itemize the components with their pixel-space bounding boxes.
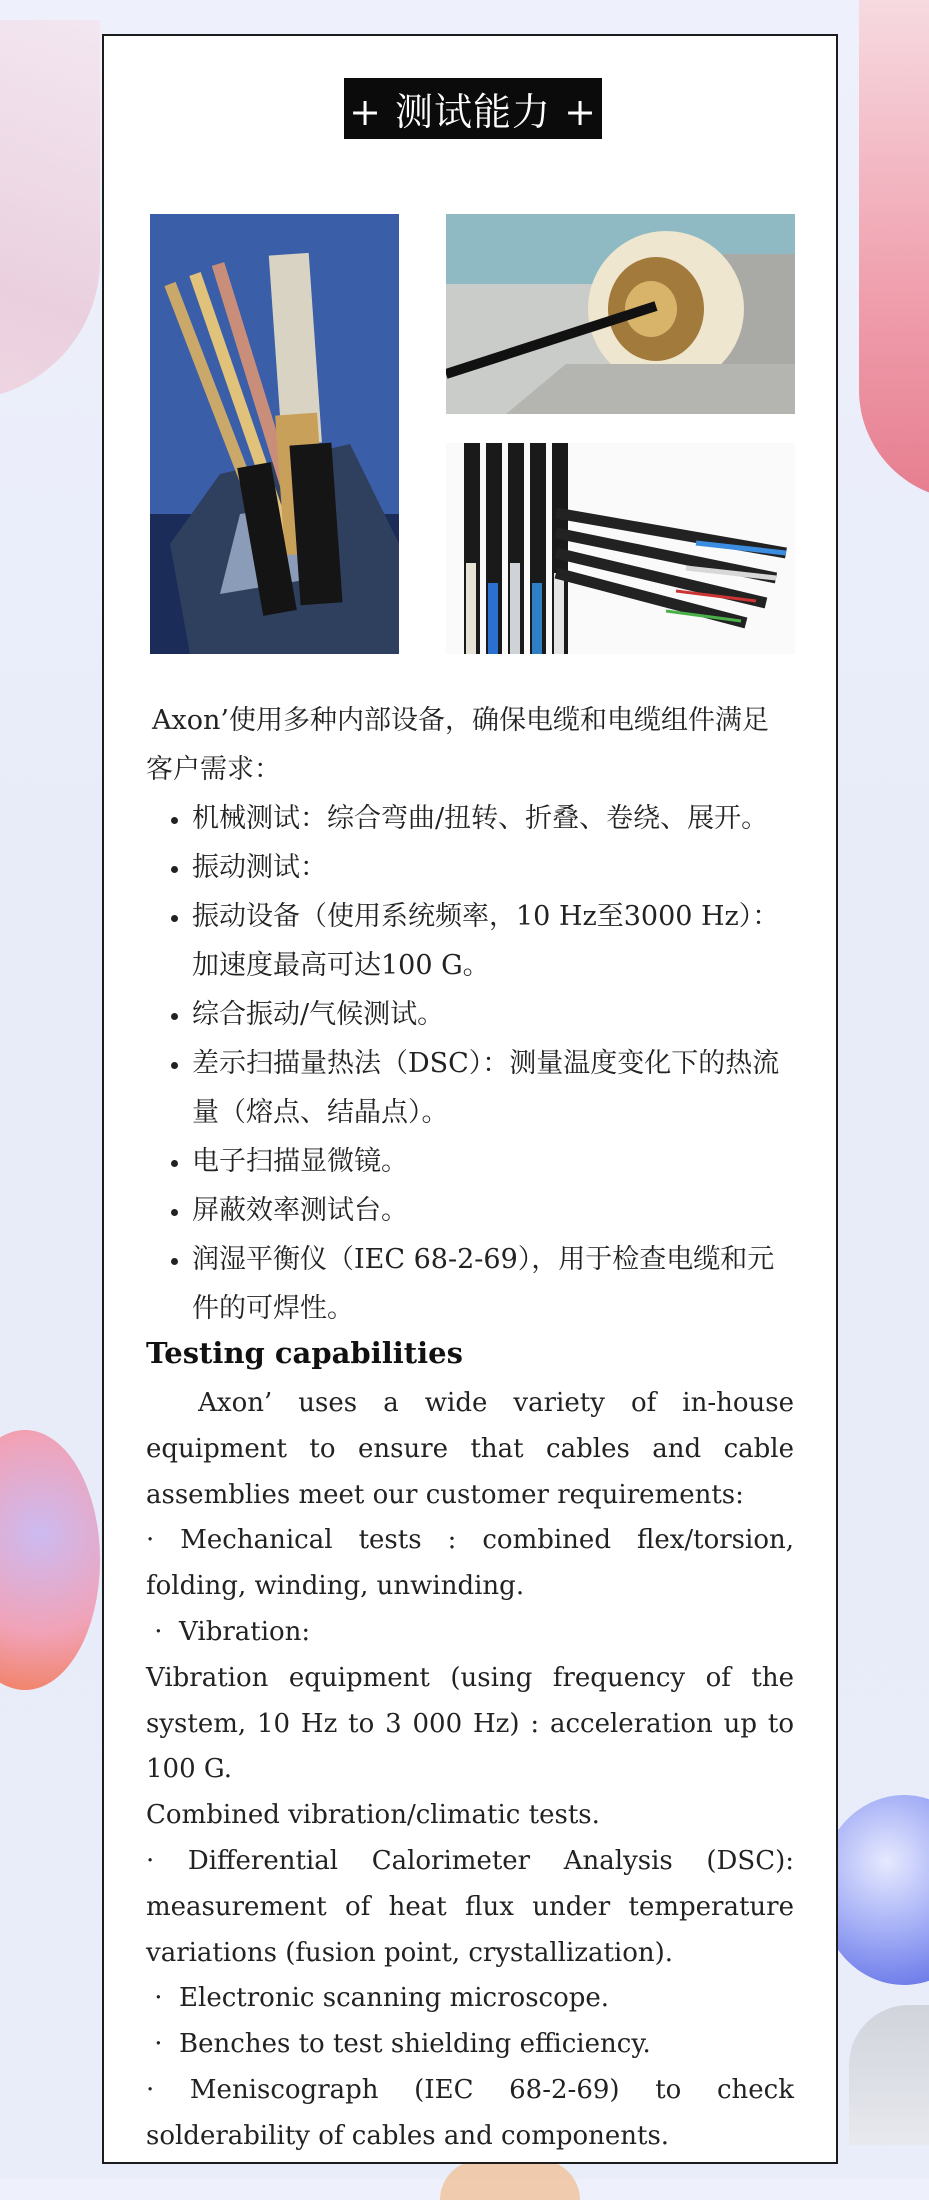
list-item: • 屏蔽效率测试台。 (192, 1186, 794, 1235)
english-paragraph: · Meniscograph (IEC 68-2-69) to check solderability of cables and components. (146, 2074, 794, 2151)
colored-wires-photo (446, 443, 795, 654)
list-item: • 机械测试：综合弯曲/扭转、折叠、卷绕、展开。 (192, 794, 794, 843)
english-paragraph: Axon’ uses a wide variety of in-house equipment to ensure that cables and cable assemblies meet our customer requirements: (146, 1388, 803, 1510)
chinese-capability-list (146, 794, 794, 1333)
list-item: • 电子扫描显微镜。 (192, 1137, 794, 1186)
english-section (146, 1381, 803, 2160)
english-paragraph: · Vibration: (146, 1616, 311, 1647)
english-paragraph: Combined vibration/climatic tests. (146, 1800, 600, 1831)
background-shape-bottom (440, 2160, 580, 2200)
list-item: • 振动设备（使用系统频率，10 Hz至3000 Hz）：加速度最高可达100 G。 (192, 892, 794, 990)
english-paragraph: · Electronic scanning microscope. (146, 1983, 610, 2014)
cable-test-machine-photo (446, 214, 795, 414)
chinese-intro: Axon’使用多种内部设备，确保电缆和电缆组件满足客户需求： (146, 705, 769, 785)
background-shape-grey (849, 2005, 929, 2145)
section-title: + 测试能力 + (344, 78, 602, 139)
background-orb-left (0, 1430, 100, 1690)
english-paragraph: · Mechanical tests : combined flex/torsion, folding, winding, unwinding. (146, 1525, 794, 1602)
content-card (102, 34, 838, 2164)
list-item: • 差示扫描量热法（DSC）：测量温度变化下的热流量（熔点、结晶点）。 (192, 1039, 794, 1137)
chinese-section (146, 696, 794, 1333)
english-heading: Testing capabilities (146, 1336, 463, 1370)
english-paragraph: Vibration equipment (using frequency of the system, 10 Hz to 3 000 Hz) : acceleration up to 100 G. (146, 1662, 794, 1785)
cable-bundle-photo (150, 214, 399, 654)
english-paragraph: · Benches to test shielding efficiency. (146, 2029, 651, 2060)
list-item: • 润湿平衡仪（IEC 68-2-69），用于检查电缆和元件的可焊性。 (192, 1235, 794, 1333)
background-shape-left (0, 20, 100, 400)
english-paragraph: · Differential Calorimeter Analysis (DSC): measurement of heat flux under temperature variations (fusion point, crystallization). (146, 1845, 794, 1968)
list-item: • 综合振动/气候测试。 (192, 990, 794, 1039)
background-shape-right (859, 0, 929, 500)
list-item: • 振动测试： (192, 843, 794, 892)
